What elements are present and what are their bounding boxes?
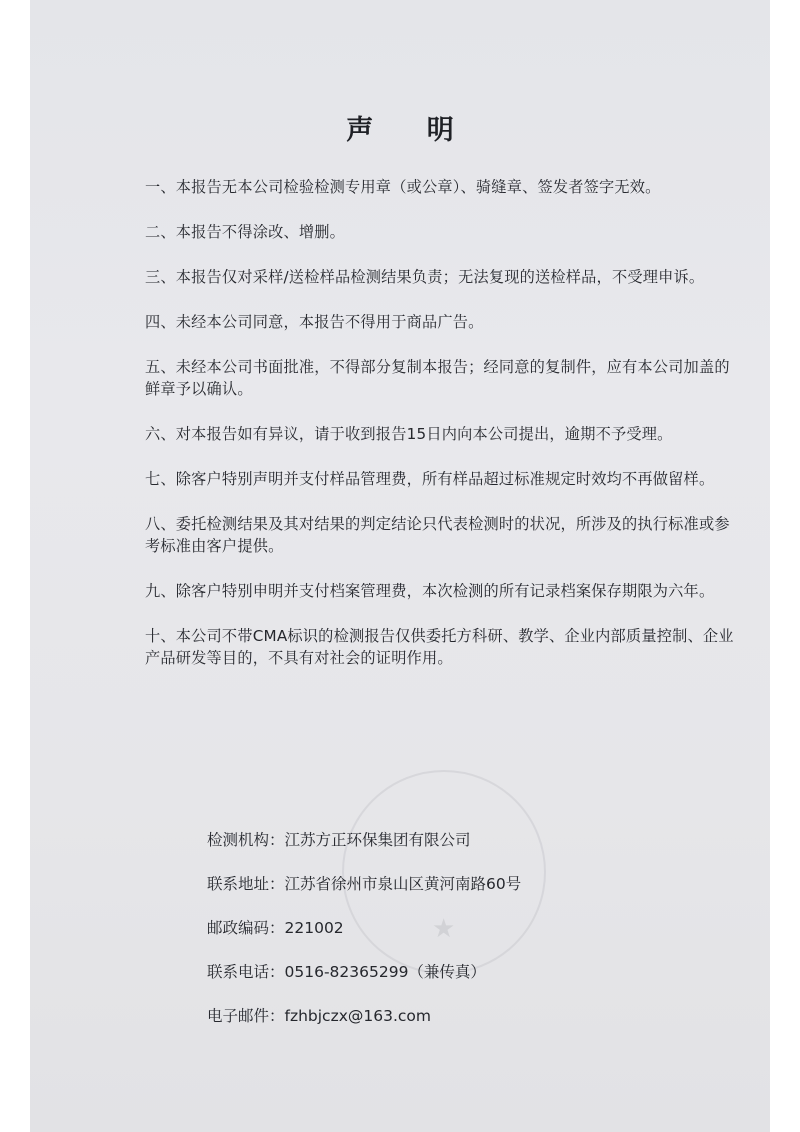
page-title: 声 明: [346, 115, 476, 146]
contact-address: 联系地址：江苏省徐州市泉山区黄河南路60号: [207, 875, 522, 893]
clause-10: 十、本公司不带CMA标识的检测报告仅供委托方科研、教学、企业内部质量控制、企业产品研发等目的，不具有对社会的证明作用。: [145, 627, 734, 667]
contact-postcode: 邮政编码：221002: [207, 919, 344, 937]
contact-email: 电子邮件：fzhbjczx@163.com: [207, 1007, 432, 1025]
clause-6: 六、对本报告如有异议，请于收到报告15日内向本公司提出，逾期不予受理。: [145, 425, 673, 443]
clause-2: 二、本报告不得涂改、增删。: [145, 223, 346, 241]
document-page: [30, 0, 770, 1132]
clause-8: 八、委托检测结果及其对结果的判定结论只代表检测时的状况，所涉及的执行标准或参考标准由客户提供。: [145, 515, 730, 555]
clause-7: 七、除客户特别声明并支付样品管理费，所有样品超过标准规定时效均不再做留样。: [145, 470, 715, 488]
clause-3: 三、本报告仅对采样/送检样品检测结果负责；无法复现的送检样品，不受理申诉。: [145, 268, 705, 286]
seal-star-icon: ★: [432, 914, 456, 944]
statement-clauses: [145, 176, 745, 692]
contact-block: [207, 828, 707, 1048]
contact-org: 检测机构：江苏方正环保集团有限公司: [207, 831, 471, 849]
clause-4: 四、未经本公司同意，本报告不得用于商品广告。: [145, 313, 484, 331]
clause-5: 五、未经本公司书面批准，不得部分复制本报告；经同意的复制件，应有本公司加盖的鲜章予以确认。: [145, 358, 730, 398]
clause-1: 一、本报告无本公司检验检测专用章（或公章）、骑缝章、签发者签字无效。: [145, 178, 661, 196]
clause-9: 九、除客户特别申明并支付档案管理费，本次检测的所有记录档案保存期限为六年。: [145, 582, 715, 600]
contact-phone: 联系电话：0516-82365299（兼传真）: [207, 963, 486, 981]
